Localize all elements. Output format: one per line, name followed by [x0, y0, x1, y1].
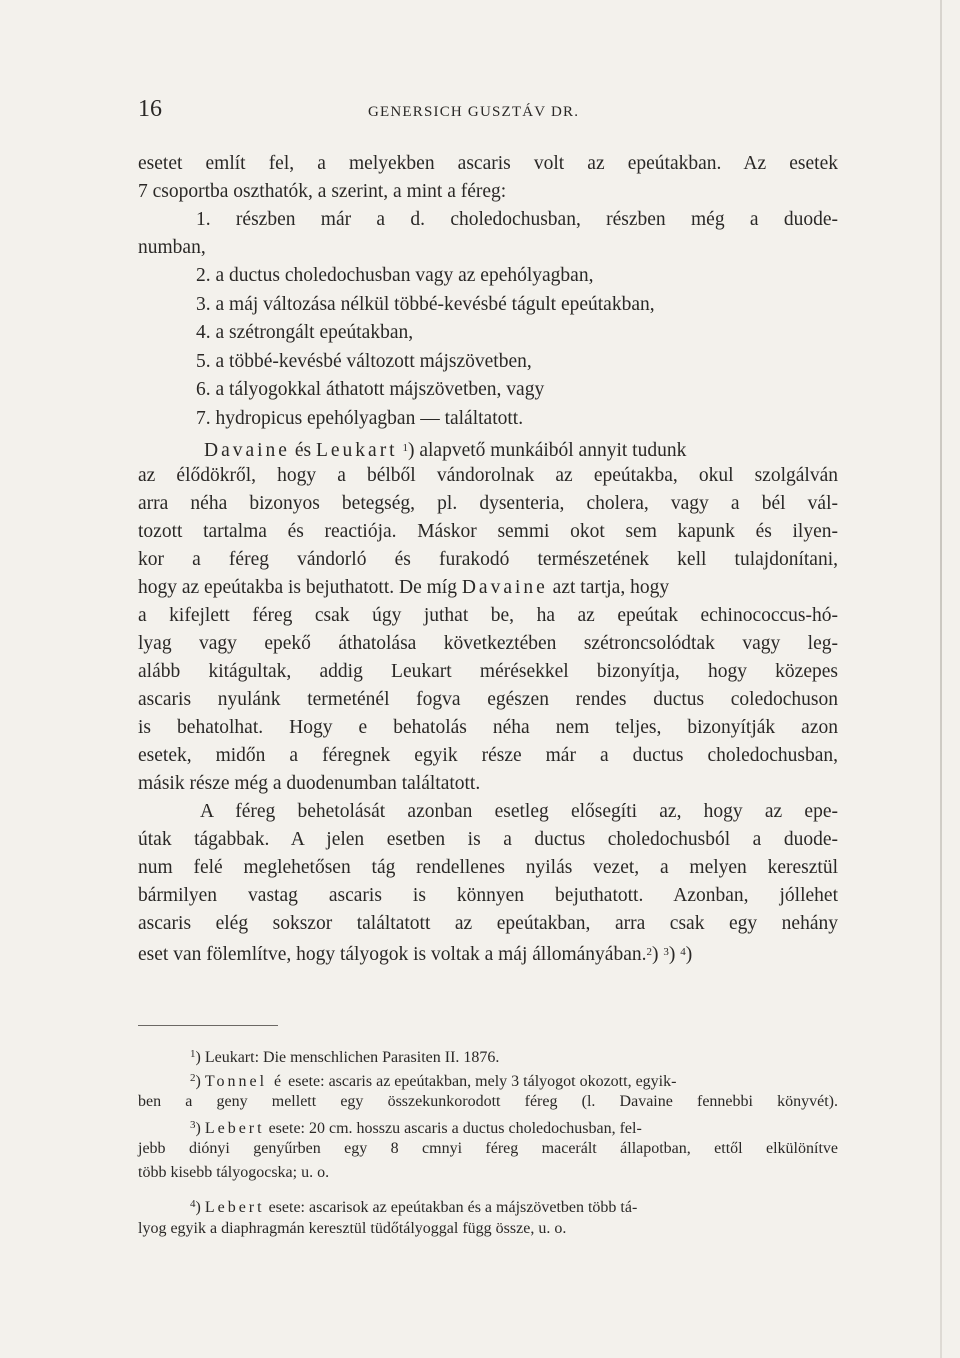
footnote-continuation: jebb diónyi genyűrben egy 8 cmnyi féreg macerált állapotban, ettől elkülönítve — [138, 1140, 838, 1157]
text-line: tozott tartalma és reactiója. Máskor semmi okot sem kapunk és ilyen- — [138, 520, 838, 542]
text-line: alább kitágultak, addig Leukart mérésekkel bizonyítja, hogy közepes — [138, 660, 838, 682]
footnote-continuation: több kisebb tályogocska; u. o. — [138, 1163, 330, 1181]
footnote-mark: 2 — [190, 1071, 196, 1084]
author-name: Leukart — [315, 439, 398, 461]
paragraph-first-line: A féreg behetolását azonban esetleg elősegíti az, hogy az epe- — [200, 800, 838, 822]
author-name: Lebert — [204, 1119, 265, 1137]
footnote: $^3$) Lebert esete: 20 cm. hosszu ascaris a ductus choledochusban, fel- — [190, 1118, 642, 1137]
list-item: 6. a tályogokkal áthatott májszövetben, vagy — [196, 379, 545, 401]
author-name: Davaine — [204, 439, 290, 461]
footnote: $^2$) Tonnel é esete: ascaris az epeútakban, mely 3 tályogot okozott, egyik- — [190, 1071, 677, 1090]
footnotes — [138, 1043, 838, 1240]
text-line: esetek, midőn a féregnek egyik része már a ductus choledochusban, — [138, 744, 838, 766]
main-text — [138, 150, 838, 966]
list-item: 4. a szétrongált epeútakban, — [196, 322, 414, 344]
footnote-ref: 2 — [646, 945, 652, 958]
text-line: lyag vagy epekő áthatolása következtében szétroncsolódtak vagy leg- — [138, 632, 838, 654]
footnote-mark: 1 — [190, 1048, 196, 1060]
list-item: 1. részben már a d. choledochusban, részben még a duode- — [196, 209, 838, 230]
text-line: 7 csoportba oszthatók, a szerint, a mint a féreg: — [138, 181, 507, 202]
text-line: eset van fölemlítve, hogy tályogok is voltak a máj állományában.$^2$) $^3$) $^4$) — [138, 943, 693, 965]
text-line: esetet említ fel, a melyekben ascaris volt az epeútakban. Az esetek — [138, 153, 838, 174]
footnote-ref: 1 — [402, 441, 408, 454]
text-line: ascaris nyulánk termeténél fogva egészen rendes ductus coledochuson — [138, 688, 838, 710]
list-item: 7. hydropicus epehólyagban — találtatott. — [196, 407, 524, 429]
text-line: útak tágabbak. A jelen esetben is a ductus choledochusból a duode- — [138, 828, 838, 850]
page-edge — [940, 0, 942, 1358]
author-name: Tonnel é — [204, 1072, 285, 1090]
footnote: $^4$) Lebert esete: ascarisok az epeútakban és a májszövetben több tá- — [190, 1198, 638, 1216]
footnote-continuation: lyog egyik a diaphragmán keresztül tüdőtályoggal függ össze, u. o. — [138, 1219, 567, 1237]
footnote: $^1$) Leukart: Die menschlichen Parasiten II. 1876. — [190, 1048, 500, 1066]
footnote-continuation: ben a geny mellett egy összekunkorodott féreg (l. Davaine fennebbi könyvét). — [138, 1093, 838, 1110]
list-item: 3. a máj változása nélkül többé-kevésbé tágult epeútakban, — [196, 293, 655, 315]
list-item: 2. a ductus choledochusban vagy az epehólyagban, — [196, 265, 594, 286]
text-line: a kifejlett féreg csak úgy juthat be, ha az epeútak echinococcus-hó- — [138, 604, 838, 626]
text-line: is behatolhat. Hogy e behatolás néha nem teljes, bizonyítják azon — [138, 716, 838, 738]
footnote-ref: 4 — [680, 945, 686, 958]
paragraph-first-line: Davaine és Leukart $^1$) alapvető munkáiból annyit tudunk — [204, 439, 687, 461]
footnote-rule — [138, 1025, 278, 1026]
text-line: ascaris elég sokszor találtatott az epeútakban, arra csak egy nehány — [138, 912, 838, 934]
footnote-ref: 3 — [663, 945, 669, 958]
text-line: num felé meglehetősen tág rendellenes nyilás vezet, a melyen keresztül — [138, 856, 838, 878]
page-header — [138, 96, 838, 136]
text-line: bármilyen vastag ascaris is könnyen bejuthatott. Azonban, jóllehet — [138, 884, 838, 906]
author-name: Lebert — [204, 1199, 265, 1216]
footnote-mark: 3 — [190, 1118, 196, 1131]
text-line: másik része még a duodenumban találtatott. — [138, 772, 481, 794]
text-line: arra néha bizonyos betegség, pl. dysenteria, cholera, vagy a bél vál- — [138, 492, 838, 514]
running-head: GENERSICH GUSZTÁV DR. — [368, 104, 580, 120]
text-line: hogy az epeútakba is bejuthatott. De míg Davaine azt tartja, hogy — [138, 576, 670, 598]
footnote-mark: 4 — [190, 1198, 196, 1210]
text-line: kor a féreg vándorló és furakodó természetének kell tulajdonítani, — [138, 548, 838, 570]
list-item-continuation: numban, — [138, 237, 206, 258]
list-item: 5. a többé-kevésbé változott májszövetben, — [196, 350, 532, 372]
author-name: Davaine — [461, 576, 548, 598]
page-number: 16 — [138, 96, 162, 122]
text-line: az élődökről, hogy a bélből vándorolnak az epeútakba, okul szolgálván — [138, 464, 838, 486]
